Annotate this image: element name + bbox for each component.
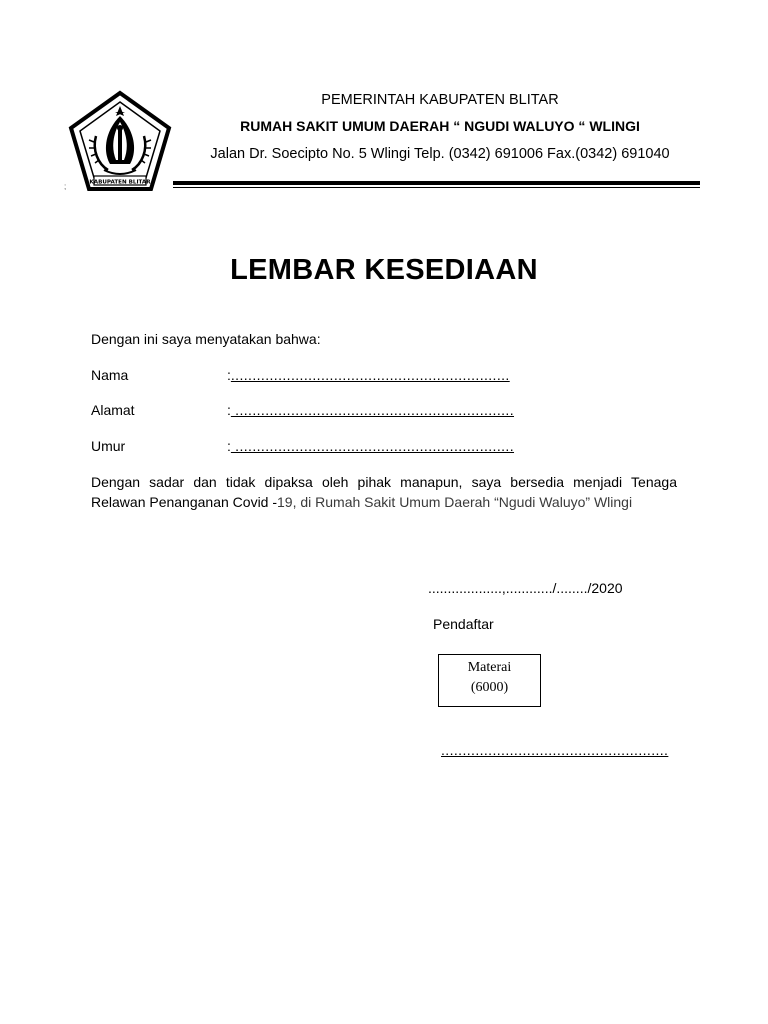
statement-text-2: 19, di Rumah Sakit Umum Daerah “Ngudi Waluyo” Wlingi bbox=[277, 494, 633, 510]
field-entry-umur[interactable] bbox=[227, 438, 514, 454]
field-separator: : bbox=[227, 438, 231, 454]
field-blank-alamat: ................................................................. bbox=[230, 402, 515, 418]
document-title: LEMBAR KESEDIAAN bbox=[230, 254, 538, 286]
field-separator: : bbox=[227, 367, 231, 383]
stamp-duty-box bbox=[438, 654, 541, 707]
field-label-umur: Umur bbox=[91, 438, 126, 454]
date-line: ...................,............/......../2020 bbox=[428, 580, 623, 596]
field-entry-alamat[interactable] bbox=[227, 402, 514, 418]
stamp-duty-label: Materai bbox=[467, 660, 512, 675]
field-blank-nama: ................................................................. bbox=[230, 367, 510, 383]
signer-role: Pendaftar bbox=[433, 616, 494, 632]
letterhead-address: Jalan Dr. Soecipto No. 5 Wlingi Telp. (0342) 691006 Fax.(0342) 691040 bbox=[210, 146, 670, 162]
signature-line: ..................................................... bbox=[441, 742, 669, 758]
field-entry-nama[interactable] bbox=[227, 367, 510, 383]
letterhead-hospital-name: RUMAH SAKIT UMUM DAERAH “ NGUDI WALUYO “ WLINGI bbox=[240, 118, 640, 134]
field-label-alamat: Alamat bbox=[91, 402, 135, 418]
letterhead-divider-thick bbox=[173, 181, 700, 185]
stamp-duty-amount: (6000) bbox=[470, 680, 509, 695]
statement-paragraph bbox=[91, 472, 677, 512]
field-label-nama: Nama bbox=[91, 367, 129, 383]
field-separator: : bbox=[227, 402, 231, 418]
stray-mark: ; bbox=[64, 182, 67, 191]
field-blank-umur: ................................................................. bbox=[230, 438, 515, 454]
logo-label: KABUPATEN BLITAR bbox=[89, 179, 151, 186]
regency-emblem-icon bbox=[66, 90, 174, 194]
letterhead-divider-thin bbox=[173, 187, 700, 188]
letterhead-government: PEMERINTAH KABUPATEN BLITAR bbox=[321, 92, 559, 108]
intro-text: Dengan ini saya menyatakan bahwa: bbox=[91, 331, 321, 347]
statement-text-1: Dengan sadar dan tidak dipaksa oleh pihak manapun, saya bersedia menjadi Tenaga Relawan Penanganan Covid - bbox=[91, 474, 677, 510]
